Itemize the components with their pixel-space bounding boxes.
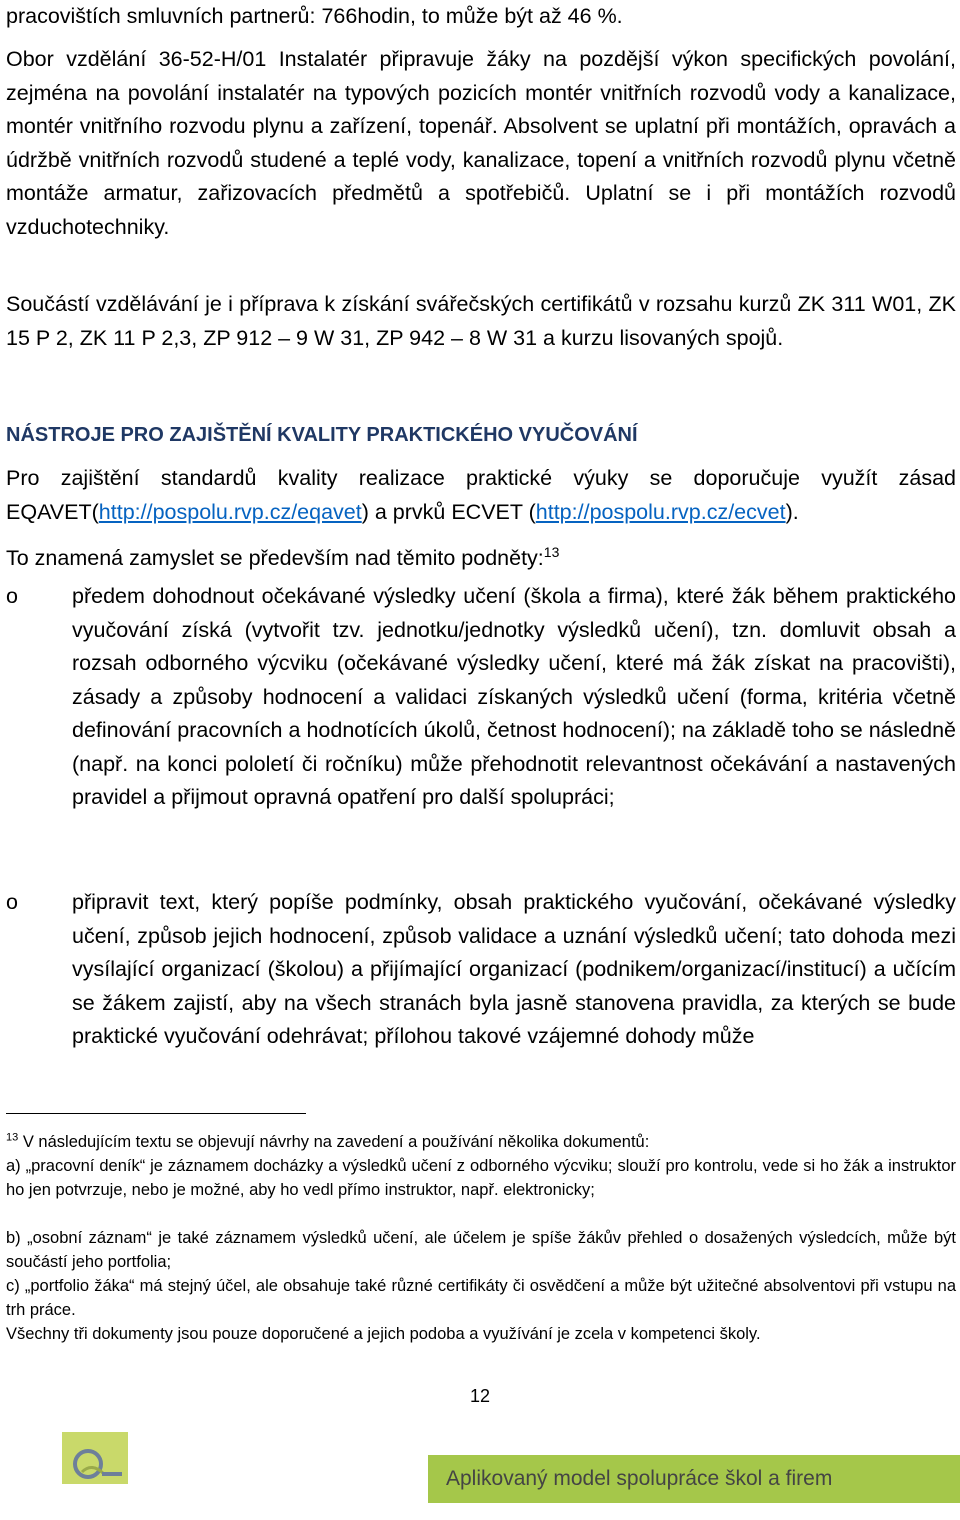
list-item-text: připravit text, který popíše podmínky, obsah praktického vyučování, očekávané výsledky učení, způsob jejich hodnocení, způsob validace a uznání výsledků učení; tato dohoda mezi vysílající organizací (školou) a přijímající organizací (podnikem/organizací/institucí) a učícím se žákem zajistí, aby na všech stranách byla jasně stanovena pravidla, za kterých se bude praktické vyučování odehrávat; přílohou takové vzájemné dohody může xyxy=(72,890,956,1048)
list-item xyxy=(6,580,956,815)
bullet-marker: o xyxy=(6,584,18,608)
footnote-item-b: b) „osobní záznam“ je také záznamem výsledků učení, ale účelem je spíše žákův přehled o dosažených výsledcích, může být součástí jeho portfolia; xyxy=(6,1229,956,1271)
paragraph-hours: pracovištích smluvních partnerů: 766hodin, to může být až 46 %. xyxy=(6,4,623,28)
paragraph-intro xyxy=(6,542,956,576)
footnote-separator xyxy=(6,1113,306,1114)
footnote-summary: Všechny tři dokumenty jsou pouze doporučené a jejich podoba a využívání je zcela v kompetenci školy. xyxy=(6,1325,761,1343)
list-item-text: předem dohodnout očekávané výsledky učení (škola a firma), které žák během praktického vyučování získá (vytvořit tzv. jednotku/jednotky výsledků učení), tzn. domluvit obsah a rozsah odborného výcviku (očekávané výsledky učení, které má žák získat na pracovišti), zásady a způsoby hodnocení a validaci získaných výsledků učení (forma, kritéria včetně definování pracovních a hodnotících úkolů, četnost hodnocení); na základě toho se následně (např. na konci pololetí či ročníku) může přehodnotit relevantnost očekávání a nastavených pravidel a přijmout opravná opatření pro další spolupráci; xyxy=(72,584,956,809)
footnote-reference[interactable]: 13 xyxy=(543,543,560,560)
footer-banner-text: Aplikovaný model spolupráce škol a firem xyxy=(446,1467,833,1490)
footnote-item-a: a) „pracovní deník“ je záznamem docházky a výsledků učení z odborného výcviku; slouží pro kontrolu, vede si ho žák a instruktor ho jen potvrzuje, nebo je možné, aby ho vedl přímo instruktor, např. elektronicky; xyxy=(6,1157,956,1199)
link-ecvet[interactable]: http://pospolu.rvp.cz/ecvet xyxy=(535,499,786,524)
footnote-intro xyxy=(6,1130,956,1154)
paragraph-quality-standards xyxy=(6,462,956,529)
quality-text-b: ) a prvků ECVET ( xyxy=(361,499,536,524)
intro-text: To znamená zamyslet se především nad těmito podněty: xyxy=(6,546,544,570)
footnote-intro-text: V následujícím textu se objevují návrhy na zavedení a používání několika dokumentů: xyxy=(22,1133,650,1151)
list-item xyxy=(6,886,956,1054)
footnote-number: 13 xyxy=(6,1131,19,1144)
footer-banner xyxy=(428,1455,960,1503)
page-number: 12 xyxy=(469,1386,491,1406)
section-heading: NÁSTROJE PRO ZAJIŠTĚNÍ KVALITY PRAKTICKÉHO VYUČOVÁNÍ xyxy=(6,424,638,446)
quality-text-c: ). xyxy=(785,499,799,524)
quality-text-a: Pro zajištění standardů kvality realizace praktické výuky se doporučuje využít zásad EQAVET( xyxy=(6,466,956,524)
bullet-marker: o xyxy=(6,890,18,914)
link-eqavet[interactable]: http://pospolu.rvp.cz/eqavet xyxy=(98,499,362,524)
paragraph-field-description: Obor vzdělání 36-52-H/01 Instalatér připravuje žáky na pozdější výkon specifických povolání, zejména na povolání instalatér na typových pozicích montér vnitřních rozvodů vody a kanalizace, montér vnitřního rozvodu plynu a zařízení, topenář. Absolvent se uplatní při montážích, opravách a údržbě vnitřních rozvodů studené a teplé vody, kanalizace, topení a vnitřních rozvodů plynu včetně montáže armatur, zařizovacích předmětů a spotřebičů. Uplatní se i při montážích rozvodů vzduchotechniky. xyxy=(6,47,956,239)
footnote-item-c: c) „portfolio žáka“ má stejný účel, ale obsahuje také různé certifikáty či osvědčení a může být užitečné absolventovi při vstupu na trh práce. xyxy=(6,1277,956,1319)
paragraph-welding-certificates: Součástí vzdělávání je i příprava k získání svářečských certifikátů v rozsahu kurzů ZK 311 W01, ZK 15 P 2, ZK 11 P 2,3, ZP 912 – 9 W 31, ZP 942 – 8 W 31 a kurzu lisovaných spojů. xyxy=(6,292,956,350)
project-logo-icon xyxy=(62,1432,128,1484)
